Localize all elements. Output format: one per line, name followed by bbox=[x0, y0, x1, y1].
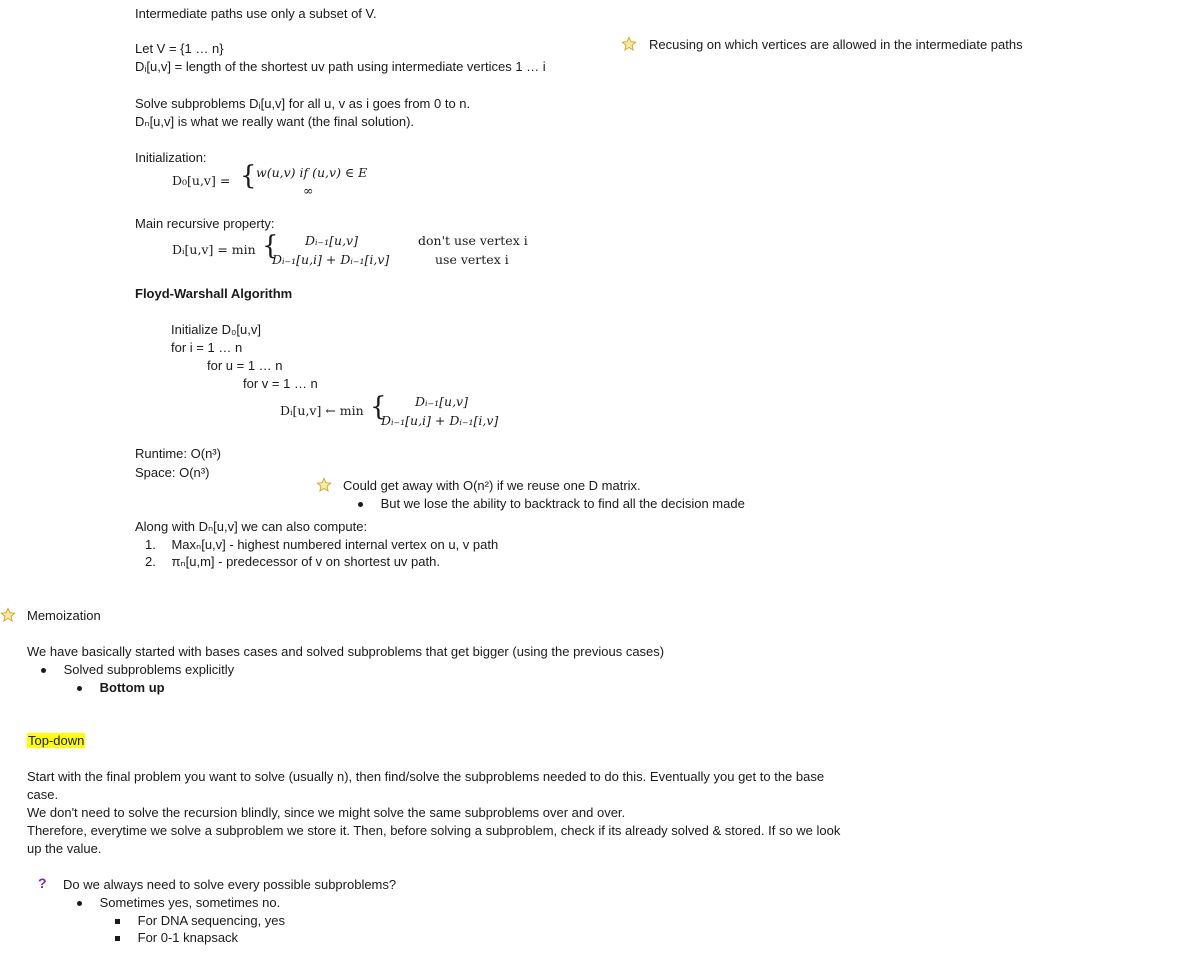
star-icon bbox=[621, 36, 637, 52]
q-bullet-1-text: Sometimes yes, sometimes no. bbox=[99, 895, 281, 910]
bullet-icon bbox=[77, 901, 82, 906]
bullet-icon bbox=[358, 502, 363, 507]
q-bullet-3 bbox=[115, 929, 238, 946]
solve-subproblems-line: Solve subproblems Dᵢ[u,v] for all u, v as i goes from 0 to n. bbox=[135, 96, 471, 111]
star-icon bbox=[0, 607, 16, 623]
space-line: Space: O(n³) bbox=[135, 465, 210, 480]
list-number: 2. bbox=[145, 554, 156, 569]
let-v-line: Let V = {1 … n} bbox=[135, 41, 224, 56]
q-bullet-2 bbox=[115, 912, 285, 929]
along-with-line: Along with Dₙ[u,v] we can also compute: bbox=[135, 519, 368, 534]
td-paragraph-2: We don't need to solve the recursion blindly, since we might solve the same subproblems over and over. bbox=[27, 805, 626, 820]
main-brace: { bbox=[262, 231, 279, 261]
memoization-heading: Memoization bbox=[27, 608, 101, 623]
fw-case-1: Dᵢ₋₁[u,v] bbox=[415, 394, 468, 409]
q-bullet-2-text: For DNA sequencing, yes bbox=[137, 913, 286, 928]
top-down-highlight: Top-down bbox=[28, 733, 85, 748]
list-item bbox=[145, 536, 498, 553]
list-item bbox=[145, 553, 440, 570]
list-text: Maxₙ[u,v] - highest numbered internal vertex on u, v path bbox=[171, 537, 499, 552]
td-paragraph-1a: Start with the final problem you want to solve (usually n), then find/solve the subproblems needed to do this. Eventually you get to the base bbox=[27, 769, 825, 784]
main-note-dont-use: don't use vertex i bbox=[418, 233, 528, 248]
fw-for-u: for u = 1 … n bbox=[207, 358, 283, 373]
main-case-1: Dᵢ₋₁[u,v] bbox=[305, 233, 358, 248]
main-recursive-label: Main recursive property: bbox=[135, 216, 275, 231]
fw-init-line: Initialize D₀[u,v] bbox=[171, 322, 261, 337]
init-lhs: D₀[u,v] = bbox=[172, 173, 231, 188]
star-note-backtrack bbox=[358, 495, 745, 512]
bullet-icon bbox=[41, 668, 46, 673]
q-bullet-1 bbox=[77, 894, 280, 911]
init-label: Initialization: bbox=[135, 150, 207, 165]
bullet-icon bbox=[77, 686, 82, 691]
memo-description: We have basically started with bases cases and solved subproblems that get bigger (using the previous cases) bbox=[27, 644, 665, 659]
q-bullet-3-text: For 0-1 knapsack bbox=[137, 930, 239, 945]
final-solution-line: Dₙ[u,v] is what we really want (the final solution). bbox=[135, 114, 415, 129]
runtime-line: Runtime: O(n³) bbox=[135, 446, 221, 461]
top-down-heading bbox=[27, 732, 85, 749]
di-definition: Dᵢ[u,v] = length of the shortest uv path using intermediate vertices 1 … i bbox=[135, 59, 546, 74]
memo-bullet-1-text: Solved subproblems explicitly bbox=[63, 662, 235, 677]
star-note-reuse: Could get away with O(n²) if we reuse one D matrix. bbox=[343, 478, 641, 493]
question-text: Do we always need to solve every possible subproblems? bbox=[63, 877, 397, 892]
fw-update-lhs: Dᵢ[u,v] ← min bbox=[280, 403, 364, 418]
list-number: 1. bbox=[145, 537, 156, 552]
init-case-edge: w(u,v) if (u,v) ∈ E bbox=[256, 165, 368, 180]
main-note-use: use vertex i bbox=[435, 252, 509, 267]
fw-title: Floyd-Warshall Algorithm bbox=[135, 286, 293, 301]
td-paragraph-1b: case. bbox=[27, 787, 59, 802]
main-case-2: Dᵢ₋₁[u,i] + Dᵢ₋₁[i,v] bbox=[272, 252, 390, 267]
star-note-recursing: Recusing on which vertices are allowed in the intermediate paths bbox=[649, 37, 1023, 52]
main-lhs: Dᵢ[u,v] = min bbox=[172, 242, 256, 257]
backtrack-text: But we lose the ability to backtrack to find all the decision made bbox=[380, 496, 745, 511]
fw-for-v: for v = 1 … n bbox=[243, 376, 318, 391]
memo-bullet-2-text: Bottom up bbox=[99, 680, 165, 695]
fw-brace: { bbox=[370, 392, 387, 422]
memo-bullet-2 bbox=[77, 679, 165, 696]
td-paragraph-3b: up the value. bbox=[27, 841, 102, 856]
memo-bullet-1 bbox=[41, 661, 234, 678]
init-brace: { bbox=[240, 161, 257, 191]
td-paragraph-3a: Therefore, everytime we solve a subproblem we store it. Then, before solving a subproblem, check if its already solved & stored. If so we look bbox=[27, 823, 841, 838]
intermediate-paths-line: Intermediate paths use only a subset of V. bbox=[135, 6, 377, 21]
bullet-icon bbox=[115, 919, 120, 924]
init-case-infinity: ∞ bbox=[303, 183, 314, 198]
bullet-icon bbox=[115, 936, 120, 941]
question-mark-icon: ? bbox=[38, 875, 47, 891]
fw-case-2: Dᵢ₋₁[u,i] + Dᵢ₋₁[i,v] bbox=[381, 413, 499, 428]
list-text: πₙ[u,m] - predecessor of v on shortest uv path. bbox=[171, 554, 440, 569]
star-icon bbox=[316, 477, 332, 493]
fw-for-i: for i = 1 … n bbox=[171, 340, 243, 355]
